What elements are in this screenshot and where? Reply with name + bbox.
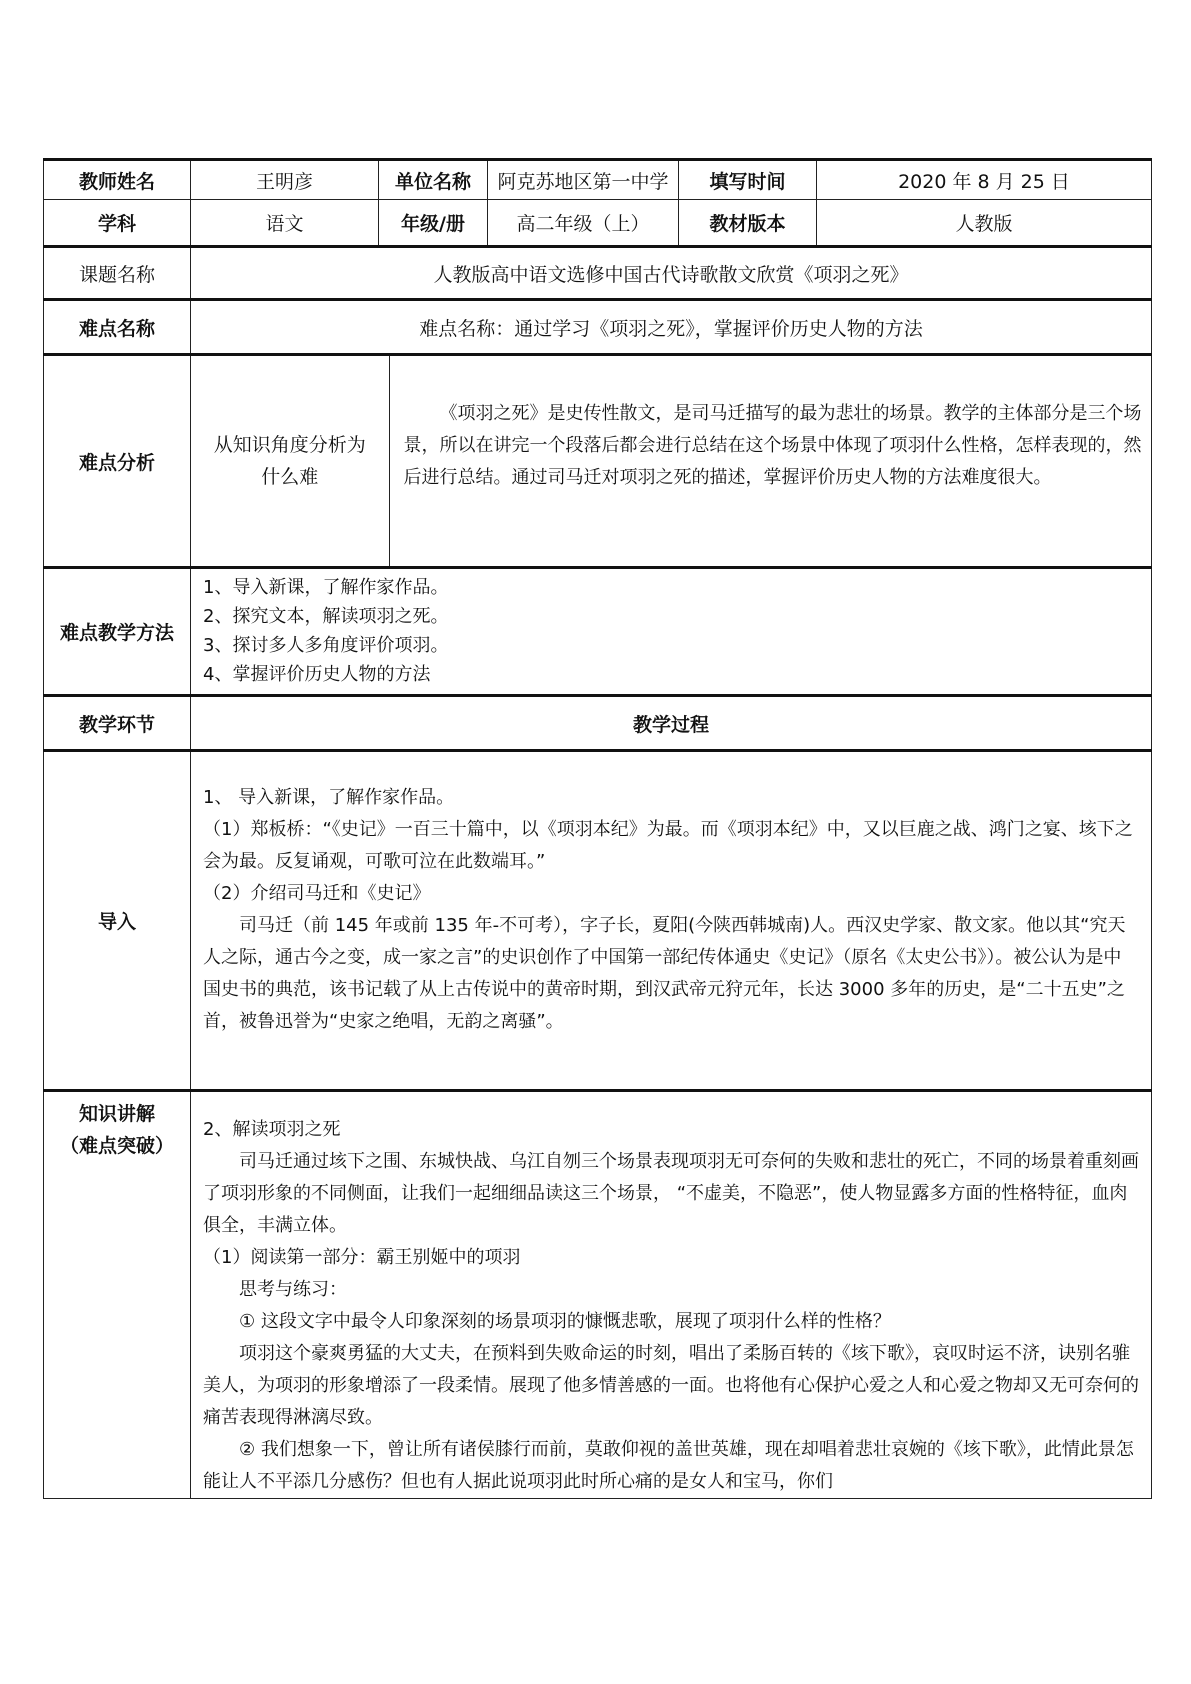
methods-item: 3、探讨多人多角度评价项羽。 xyxy=(203,635,449,656)
date-value: 2020 年 8 月 25 日 xyxy=(817,160,1152,200)
subject-value: 语文 xyxy=(191,200,379,247)
grade-value: 高二年级（上） xyxy=(488,200,679,247)
lesson-plan-table xyxy=(43,158,1152,1499)
difficulty-row xyxy=(44,300,1152,355)
intro-row xyxy=(44,751,1152,1091)
knowledge-line: 思考与练习： xyxy=(239,1279,347,1300)
knowledge-row xyxy=(44,1091,1152,1499)
knowledge-label xyxy=(44,1091,191,1499)
intro-line: 1、 导入新课，了解作家作品。 xyxy=(203,787,455,808)
edition-value: 人教版 xyxy=(817,200,1152,247)
topic-row xyxy=(44,247,1152,300)
knowledge-line: ② 我们想象一下，曾让所有诸侯膝行而前，莫敢仰视的盖世英雄，现在却唱着悲壮哀婉的《垓下歌》，此情此景怎能让人不平添几分感伤？但也有人据此说项羽此时所心痛的是女人和宝马，你们 xyxy=(203,1439,1134,1492)
process-header-row xyxy=(44,696,1152,751)
analysis-text: 《项羽之死》是史传性散文，是司马迁描写的最为悲壮的场景。教学的主体部分是三个场景，所以在讲完一个段落后都会进行总结在这个场景中体现了项羽什么性格，怎样表现的，然后进行总结。通过司马迁对项羽之死的描述，掌握评价历史人物的方法难度很大。 xyxy=(403,403,1142,488)
topic-value: 人教版高中语文选修中国古代诗歌散文欣赏《项羽之死》 xyxy=(191,247,1152,300)
knowledge-label-line: 知识讲解 xyxy=(78,1103,155,1125)
unit-label: 单位名称 xyxy=(379,160,488,200)
difficulty-label: 难点名称 xyxy=(44,300,191,355)
knowledge-line: 项羽这个豪爽勇猛的大丈夫，在预料到失败命运的时刻，唱出了柔肠百转的《垓下歌》，哀叹时运不济，诀别名骓美人，为项羽的形象增添了一段柔情。展现了他多情善感的一面。也将他有心保护心爱之人和心爱之物却又无可奈何的痛苦表现得淋漓尽致。 xyxy=(203,1343,1139,1428)
knowledge-line: 司马迁通过垓下之围、东城快战、乌江自刎三个场景表现项羽无可奈何的失败和悲壮的死亡，不同的场景着重刻画了项羽形象的不同侧面，让我们一起细细品读这三个场景， “不虚美，不隐恶”，使人物显露多方面的性格特征，血肉俱全，丰满立体。 xyxy=(203,1151,1139,1236)
analysis-label: 难点分析 xyxy=(44,355,191,568)
edition-label: 教材版本 xyxy=(679,200,817,247)
difficulty-value: 难点名称：通过学习《项羽之死》，掌握评价历史人物的方法 xyxy=(191,300,1152,355)
intro-line: （2）介绍司马迁和《史记》 xyxy=(203,883,431,904)
date-label: 填写时间 xyxy=(679,160,817,200)
teacher-value: 王明彦 xyxy=(191,160,379,200)
header-row-1 xyxy=(44,160,1152,200)
intro-label: 导入 xyxy=(44,751,191,1091)
knowledge-content xyxy=(191,1091,1152,1499)
methods-item: 2、探究文本，解读项羽之死。 xyxy=(203,606,449,627)
analysis-content xyxy=(191,355,1152,568)
knowledge-line: 2、解读项羽之死 xyxy=(203,1119,341,1140)
methods-item: 1、导入新课，了解作家作品。 xyxy=(203,577,449,598)
methods-item: 4、掌握评价历史人物的方法 xyxy=(203,664,431,685)
process-header-value: 教学过程 xyxy=(191,696,1152,751)
methods-label: 难点教学方法 xyxy=(44,568,191,696)
teacher-label: 教师姓名 xyxy=(44,160,191,200)
analysis-sub-label: 从知识角度分析为什么难 xyxy=(191,356,389,566)
process-header-label: 教学环节 xyxy=(44,696,191,751)
intro-content xyxy=(191,751,1152,1091)
methods-list xyxy=(191,568,1152,696)
intro-line: 司马迁（前 145 年或前 135 年-不可考），字子长，夏阳(今陕西韩城南)人。西汉史学家、散文家。他以其“究天人之际，通古今之变，成一家之言”的史识创作了中国第一部纪传体通史《史记》（原名《太史公书》）。被公认为是中国史书的典范，该书记载了从上古传说中的黄帝时期，到汉武帝元狩元年，长达 3000 多年的历史，是“二十五史”之首，被鲁迅誉为“史家之绝唱，无韵之离骚”。 xyxy=(203,915,1126,1032)
knowledge-line: ① 这段文字中最令人印象深刻的场景项羽的慷慨悲歌，展现了项羽什么样的性格？ xyxy=(239,1311,891,1332)
knowledge-line: （1）阅读第一部分：霸王别姬中的项羽 xyxy=(203,1247,521,1268)
methods-row xyxy=(44,568,1152,696)
topic-label: 课题名称 xyxy=(44,247,191,300)
header-row-2 xyxy=(44,200,1152,247)
analysis-inner-table xyxy=(191,356,1151,566)
grade-label: 年级/册 xyxy=(379,200,488,247)
knowledge-label-line: （难点突破） xyxy=(59,1135,174,1157)
analysis-row xyxy=(44,355,1152,568)
intro-line: （1）郑板桥：“《史记》一百三十篇中，以《项羽本纪》为最。而《项羽本纪》中，又以巨鹿之战、鸿门之宴、垓下之会为最。反复诵观，可歌可泣在此数端耳。” xyxy=(203,819,1133,872)
subject-label: 学科 xyxy=(44,200,191,247)
unit-value: 阿克苏地区第一中学 xyxy=(488,160,679,200)
